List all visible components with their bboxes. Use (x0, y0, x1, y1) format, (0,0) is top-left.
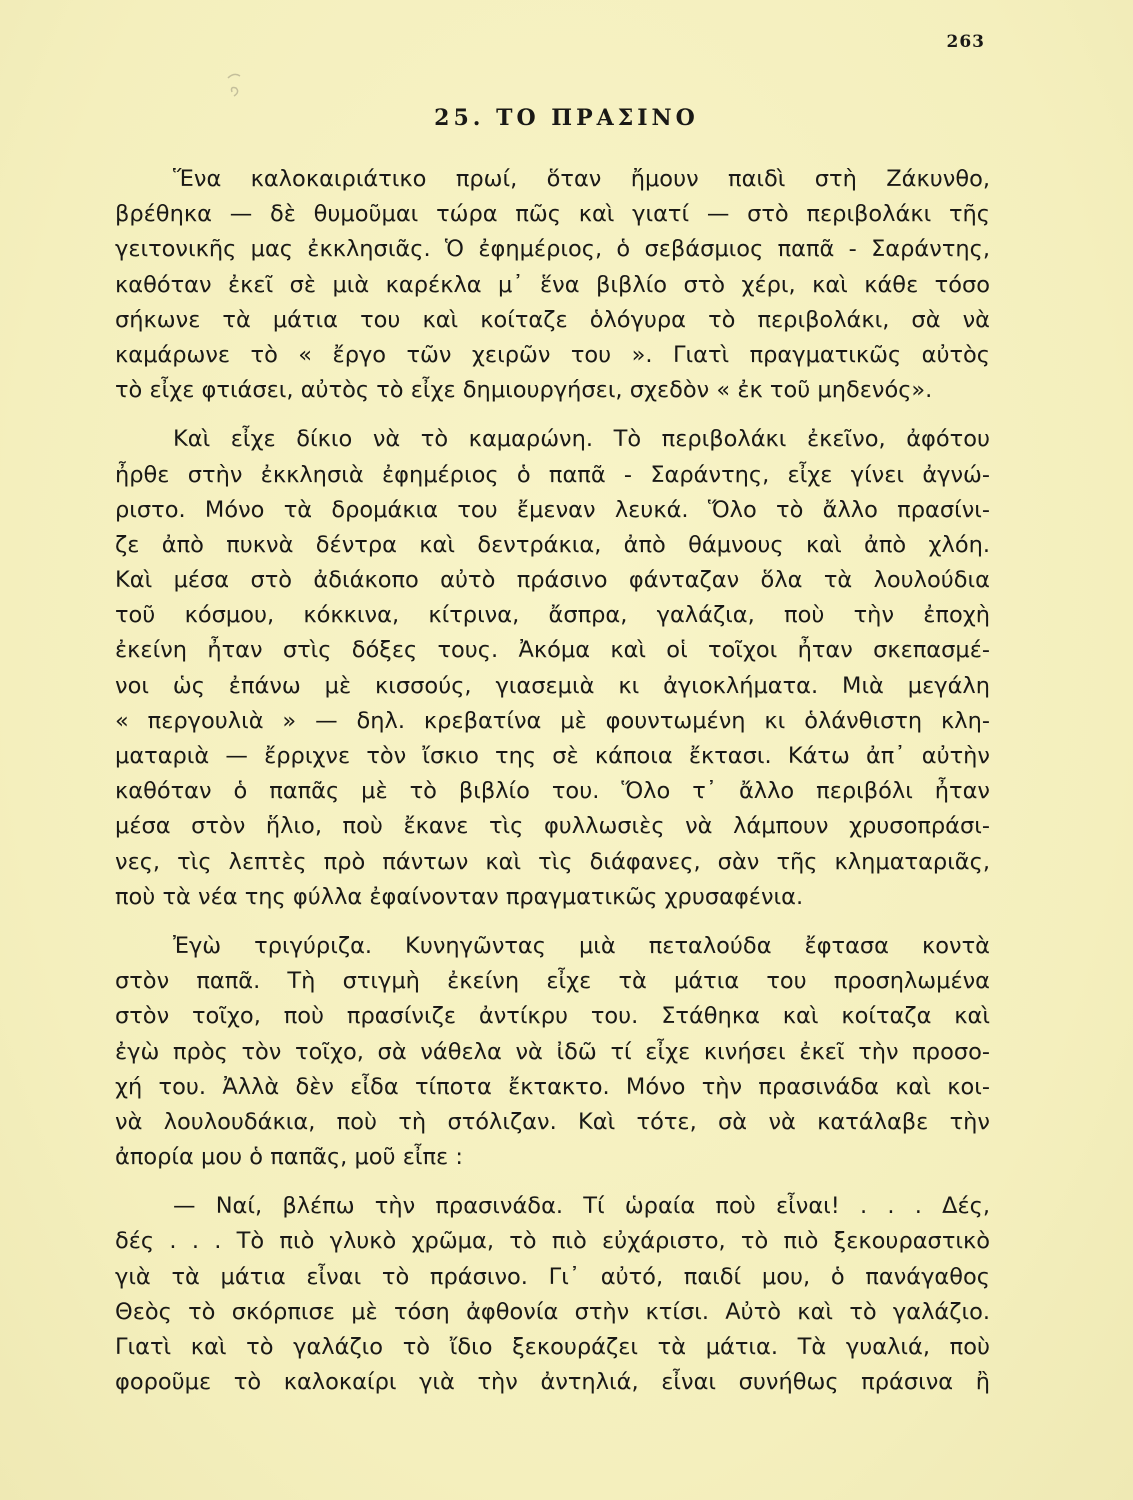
text-line: γειτονικῆς μας ἐκκλησιᾶς. Ὁ ἐφημέριος, ὁ σεβάσμιος παπᾶ - Σαράντης, (115, 236, 990, 263)
text-line: καμάρωνε τὸ « ἔργο τῶν χειρῶν του ». Γιατὶ πραγματικῶς αὐτὸς (115, 341, 990, 368)
text-line: Καὶ μέσα στὸ ἀδιάκοπο αὐτὸ πράσινο φάνταζαν ὅλα τὰ λουλούδια (115, 567, 990, 594)
text-line: Γιατὶ καὶ τὸ γαλάζιο τὸ ἴδιο ξεκουράζει τὰ μάτια. Τὰ γυαλιά, ποὺ (115, 1334, 990, 1360)
paragraph (115, 1189, 990, 1400)
text-line: ριστο. Μόνο τὰ δρομάκια του ἔμεναν λευκά. Ὅλο τὸ ἄλλο πρασίνι- (115, 496, 990, 523)
text-line: Ἕνα καλοκαιριάτικο πρωί, ὅταν ἤμουν παιδὶ στὴ Ζάκυνθο, (173, 166, 990, 192)
text-line: γιὰ τὰ μάτια εἶναι τὸ πράσινο. Γι᾿ αὐτό, παιδί μου, ὁ πανάγαθος (115, 1263, 990, 1290)
page-number: 263 (946, 32, 985, 52)
text-line: καθόταν ἐκεῖ σὲ μιὰ καρέκλα μ᾿ ἕνα βιβλίο στὸ χέρι, καὶ κάθε τόσο (115, 271, 990, 298)
pencil-mark-icon (222, 70, 248, 102)
paragraph-gap (115, 915, 990, 929)
text-line: Θεὸς τὸ σκόρπισε μὲ τόση ἀφθονία στὴν κτίσι. Αὐτὸ καὶ τὸ γαλάζιο. (115, 1298, 990, 1325)
body-text (115, 162, 990, 1400)
text-line: ἦρθε στὴν ἐκκλησιὰ ἐφημέριος ὁ παπᾶ - Σαράντης, εἶχε γίνει ἀγνώ- (115, 461, 990, 488)
text-line: φοροῦμε τὸ καλοκαίρι γιὰ τὴν ἀντηλιά, εἶναι συνήθως πράσινα ἢ (115, 1369, 990, 1396)
paragraph (115, 162, 990, 408)
text-line: νοι ὡς ἐπάνω μὲ κισσούς, γιασεμιὰ κι ἀγιοκλήματα. Μιὰ μεγάλη (115, 672, 990, 699)
text-line: δές . . . Τὸ πιὸ γλυκὸ χρῶμα, τὸ πιὸ εὐχάριστο, τὸ πιὸ ξεκουραστικὸ (115, 1228, 990, 1255)
paragraph-gap (115, 408, 990, 422)
text-line: ἀπορία μου ὁ παπᾶς, μοῦ εἶπε : (115, 1144, 463, 1171)
text-line: μέσα στὸν ἥλιο, ποὺ ἔκανε τὶς φυλλωσιὲς νὰ λάμπουν χρυσοπράσι- (115, 813, 990, 840)
text-line: σήκωνε τὰ μάτια του καὶ κοίταζε ὁλόγυρα τὸ περιβολάκι, σὰ νὰ (115, 306, 990, 333)
text-line: ποὺ τὰ νέα της φύλλα ἐφαίνονταν πραγματικῶς χρυσαφένια. (115, 883, 804, 910)
text-line: τὸ εἶχε φτιάσει, αὐτὸς τὸ εἶχε δημιουργήσει, σχεδὸν « ἐκ τοῦ μηδενός». (115, 377, 933, 404)
text-line: ζε ἀπὸ πυκνὰ δέντρα καὶ δεντράκια, ἀπὸ θάμνους καὶ ἀπὸ χλόη. (115, 531, 990, 558)
text-line: νὰ λουλουδάκια, ποὺ τὴ στόλιζαν. Καὶ τότε, σὰ νὰ κατάλαβε τὴν (115, 1108, 990, 1135)
chapter-title: 25. ΤΟ ΠΡΑΣΙΝΟ (434, 105, 699, 131)
text-line: στὸν παπᾶ. Τὴ στιγμὴ ἐκείνη εἶχε τὰ μάτια του προσηλωμένα (115, 968, 990, 995)
paragraph (115, 422, 990, 915)
text-line: ἐκείνη ἦταν στὶς δόξες τους. Ἀκόμα καὶ οἱ τοῖχοι ἦταν σκεπασμέ- (115, 637, 990, 664)
text-line: ματαριὰ — ἔρριχνε τὸν ἴσκιο της σὲ κάποια ἔκτασι. Κάτω ἀπ᾿ αὐτὴν (115, 743, 990, 769)
text-line: καθόταν ὁ παπᾶς μὲ τὸ βιβλίο του. Ὅλο τ᾿ ἄλλο περιβόλι ἦταν (115, 778, 990, 805)
text-line: νες, τὶς λεπτὲς πρὸ πάντων καὶ τὶς διάφανες, σὰν τῆς κληματαριᾶς, (115, 848, 990, 875)
paragraph-gap (115, 1175, 990, 1189)
text-line: βρέθηκα — δὲ θυμοῦμαι τώρα πῶς καὶ γιατί — στὸ περιβολάκι τῆς (115, 201, 990, 228)
text-line: στὸν τοῖχο, ποὺ πρασίνιζε ἀντίκρυ του. Στάθηκα καὶ κοίταζα καὶ (115, 1003, 990, 1030)
text-line: χή του. Ἀλλὰ δὲν εἶδα τίποτα ἔκτακτο. Μόνο τὴν πρασινάδα καὶ κοι- (115, 1073, 990, 1100)
text-line: τοῦ κόσμου, κόκκινα, κίτρινα, ἄσπρα, γαλάζια, ποὺ τὴν ἐποχὴ (115, 602, 990, 629)
text-line: « περγουλιὰ » — δηλ. κρεβατίνα μὲ φουντωμένη κι ὁλάνθιστη κλη- (115, 707, 990, 734)
text-line: ἐγὼ πρὸς τὸν τοῖχο, σὰ νάθελα νὰ ἰδῶ τί εἶχε κινήσει ἐκεῖ τὴν προσο- (115, 1038, 990, 1065)
text-line: — Ναί, βλέπω τὴν πρασινάδα. Τί ὡραία ποὺ εἶναι! . . . Δές, (173, 1193, 990, 1220)
text-line: Καὶ εἶχε δίκιο νὰ τὸ καμαρώνη. Τὸ περιβολάκι ἐκεῖνο, ἀφότου (173, 426, 990, 453)
text-line: Ἐγὼ τριγύριζα. Κυνηγῶντας μιὰ πεταλούδα ἔφτασα κοντὰ (173, 932, 990, 959)
paragraph (115, 929, 990, 1175)
